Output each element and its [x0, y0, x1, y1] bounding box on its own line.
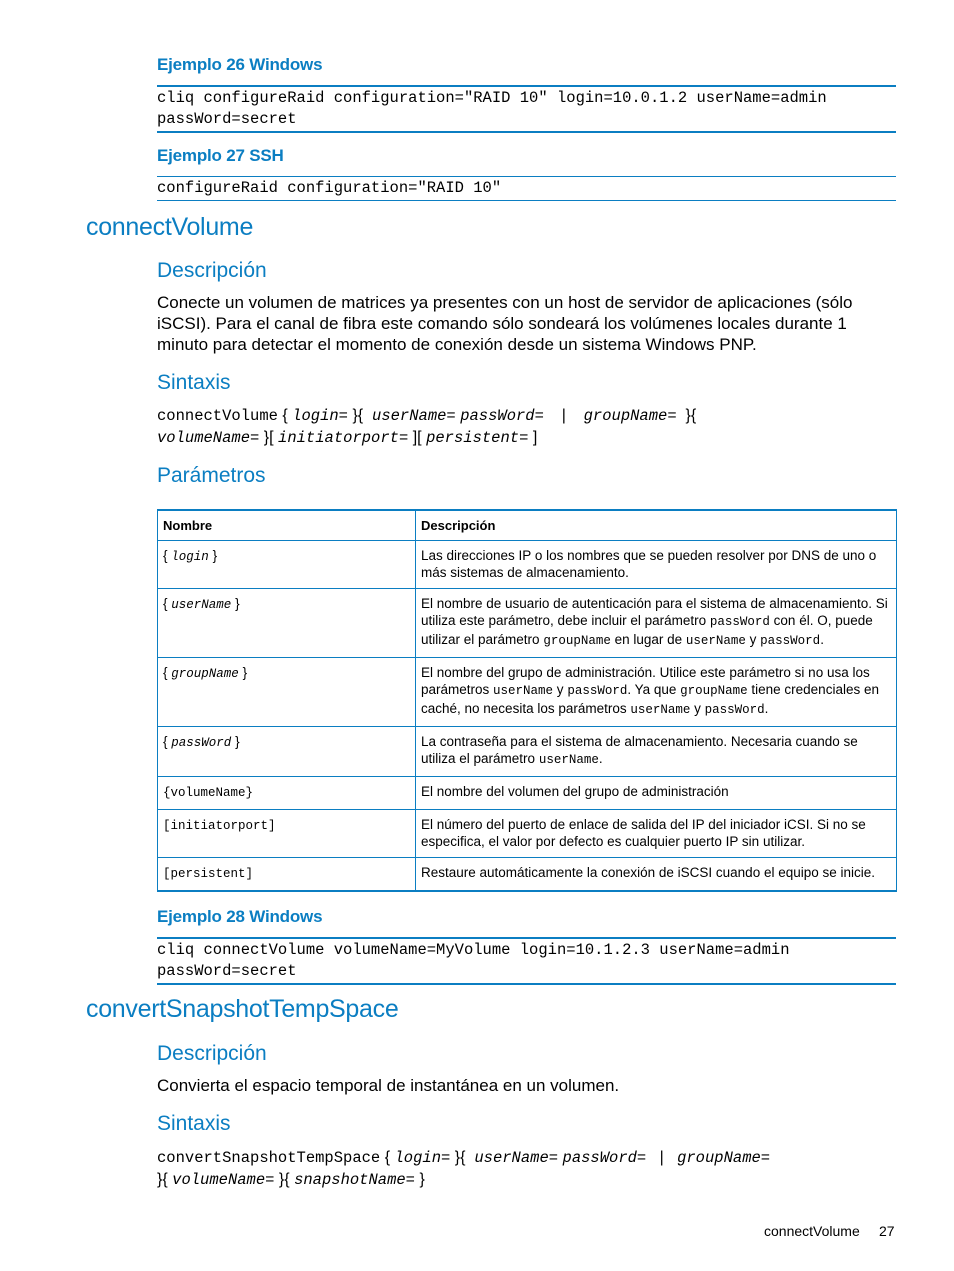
example-28-code-block — [157, 937, 896, 985]
syntax-heading: Sintaxis — [157, 1112, 231, 1135]
table-row — [158, 541, 897, 589]
example-28-code: cliq connectVolume volumeName=MyVolume login=10.1.2.3 userName=admin passWord=secret — [157, 941, 790, 980]
param-description-cell: El nombre del grupo de administración. Utilice este parámetro si no usa los parámetros userName y passWord. Ya que groupName tiene credenciales en caché, no necesita los parámetros userName y passWord. — [416, 658, 897, 727]
param-name-cell: {volumeName} — [158, 777, 416, 810]
param-name-cell: [persistent] — [158, 858, 416, 892]
param-description-cell: Restaure automáticamente la conexión de iSCSI cuando el equipo se inicie. — [416, 858, 897, 892]
section-heading-convertsnapshottempspace: convertSnapshotTempSpace — [86, 995, 399, 1023]
syntax-block — [157, 1147, 902, 1191]
syntax-line-1: connectVolume { login= }{ userName= passWord= | groupName= }{ — [157, 407, 697, 425]
param-description-cell: El nombre de usuario de autenticación para el sistema de almacenamiento. Si utiliza este parámetro, debe incluir el parámetro passWord con él. O, puede utilizar el parámetro groupName en lugar de userName y passWord. — [416, 589, 897, 658]
param-description-cell: El nombre del volumen del grupo de administración — [416, 777, 897, 810]
syntax-line-2: }{ volumeName= }{ snapshotName= } — [157, 1171, 425, 1189]
example-28-title: Ejemplo 28 Windows — [157, 907, 323, 926]
param-name-cell: { userName } — [158, 589, 416, 658]
parameters-heading: Parámetros — [157, 464, 266, 487]
column-header-name: Nombre — [158, 510, 416, 541]
example-27-title: Ejemplo 27 SSH — [157, 146, 284, 165]
param-description-cell: El número del puerto de enlace de salida del IP del iniciador iCSI. Si no se especifica, el valor por defecto es cualquier puerto IP sin utilizar. — [416, 810, 897, 858]
description-heading: Descripción — [157, 259, 267, 282]
table-row — [158, 810, 897, 858]
table-row — [158, 727, 897, 777]
example-26-code-block — [157, 85, 896, 133]
parameters-table — [157, 509, 897, 892]
param-name-cell: { login } — [158, 541, 416, 589]
syntax-line-2: volumeName= }[ initiatorport= ][ persistent= ] — [157, 429, 538, 447]
table-header-row — [158, 510, 897, 541]
example-27-code: configureRaid configuration="RAID 10" — [157, 179, 502, 197]
section-heading-connectvolume: connectVolume — [86, 213, 254, 241]
column-header-description: Descripción — [416, 510, 897, 541]
syntax-block — [157, 405, 902, 449]
example-26-title: Ejemplo 26 Windows — [157, 55, 323, 74]
description-text: Convierta el espacio temporal de instantánea en un volumen. — [157, 1076, 620, 1095]
table-row — [158, 858, 897, 892]
table-row — [158, 777, 897, 810]
example-27-code-block — [157, 176, 896, 201]
param-description-cell: Las direcciones IP o los nombres que se pueden resolver por DNS de uno o más sistemas de almacenamiento. — [416, 541, 897, 589]
description-text: Conecte un volumen de matrices ya presentes con un host de servidor de aplicaciones (sólo iSCSI). Para el canal de fibra este comando sólo sondeará los volúmenes locales durante 1 minuto para detectar el momento de conexión desde un sistema Windows PNP. — [157, 293, 853, 354]
example-26-code: cliq configureRaid configuration="RAID 10" login=10.0.1.2 userName=admin passWord=secret — [157, 89, 827, 128]
syntax-heading: Sintaxis — [157, 371, 231, 394]
table-row — [158, 658, 897, 727]
footer-section-name: connectVolume — [764, 1223, 860, 1239]
table-row — [158, 589, 897, 658]
param-name-cell: { groupName } — [158, 658, 416, 727]
param-name-cell: { passWord } — [158, 727, 416, 777]
param-description-cell: La contraseña para el sistema de almacenamiento. Necesaria cuando se utiliza el parámetro userName. — [416, 727, 897, 777]
page-number: 27 — [879, 1223, 895, 1239]
param-name-cell: [initiatorport] — [158, 810, 416, 858]
description-heading: Descripción — [157, 1042, 267, 1065]
syntax-line-1: convertSnapshotTempSpace { login= }{ userName= passWord= | groupName= — [157, 1149, 771, 1167]
